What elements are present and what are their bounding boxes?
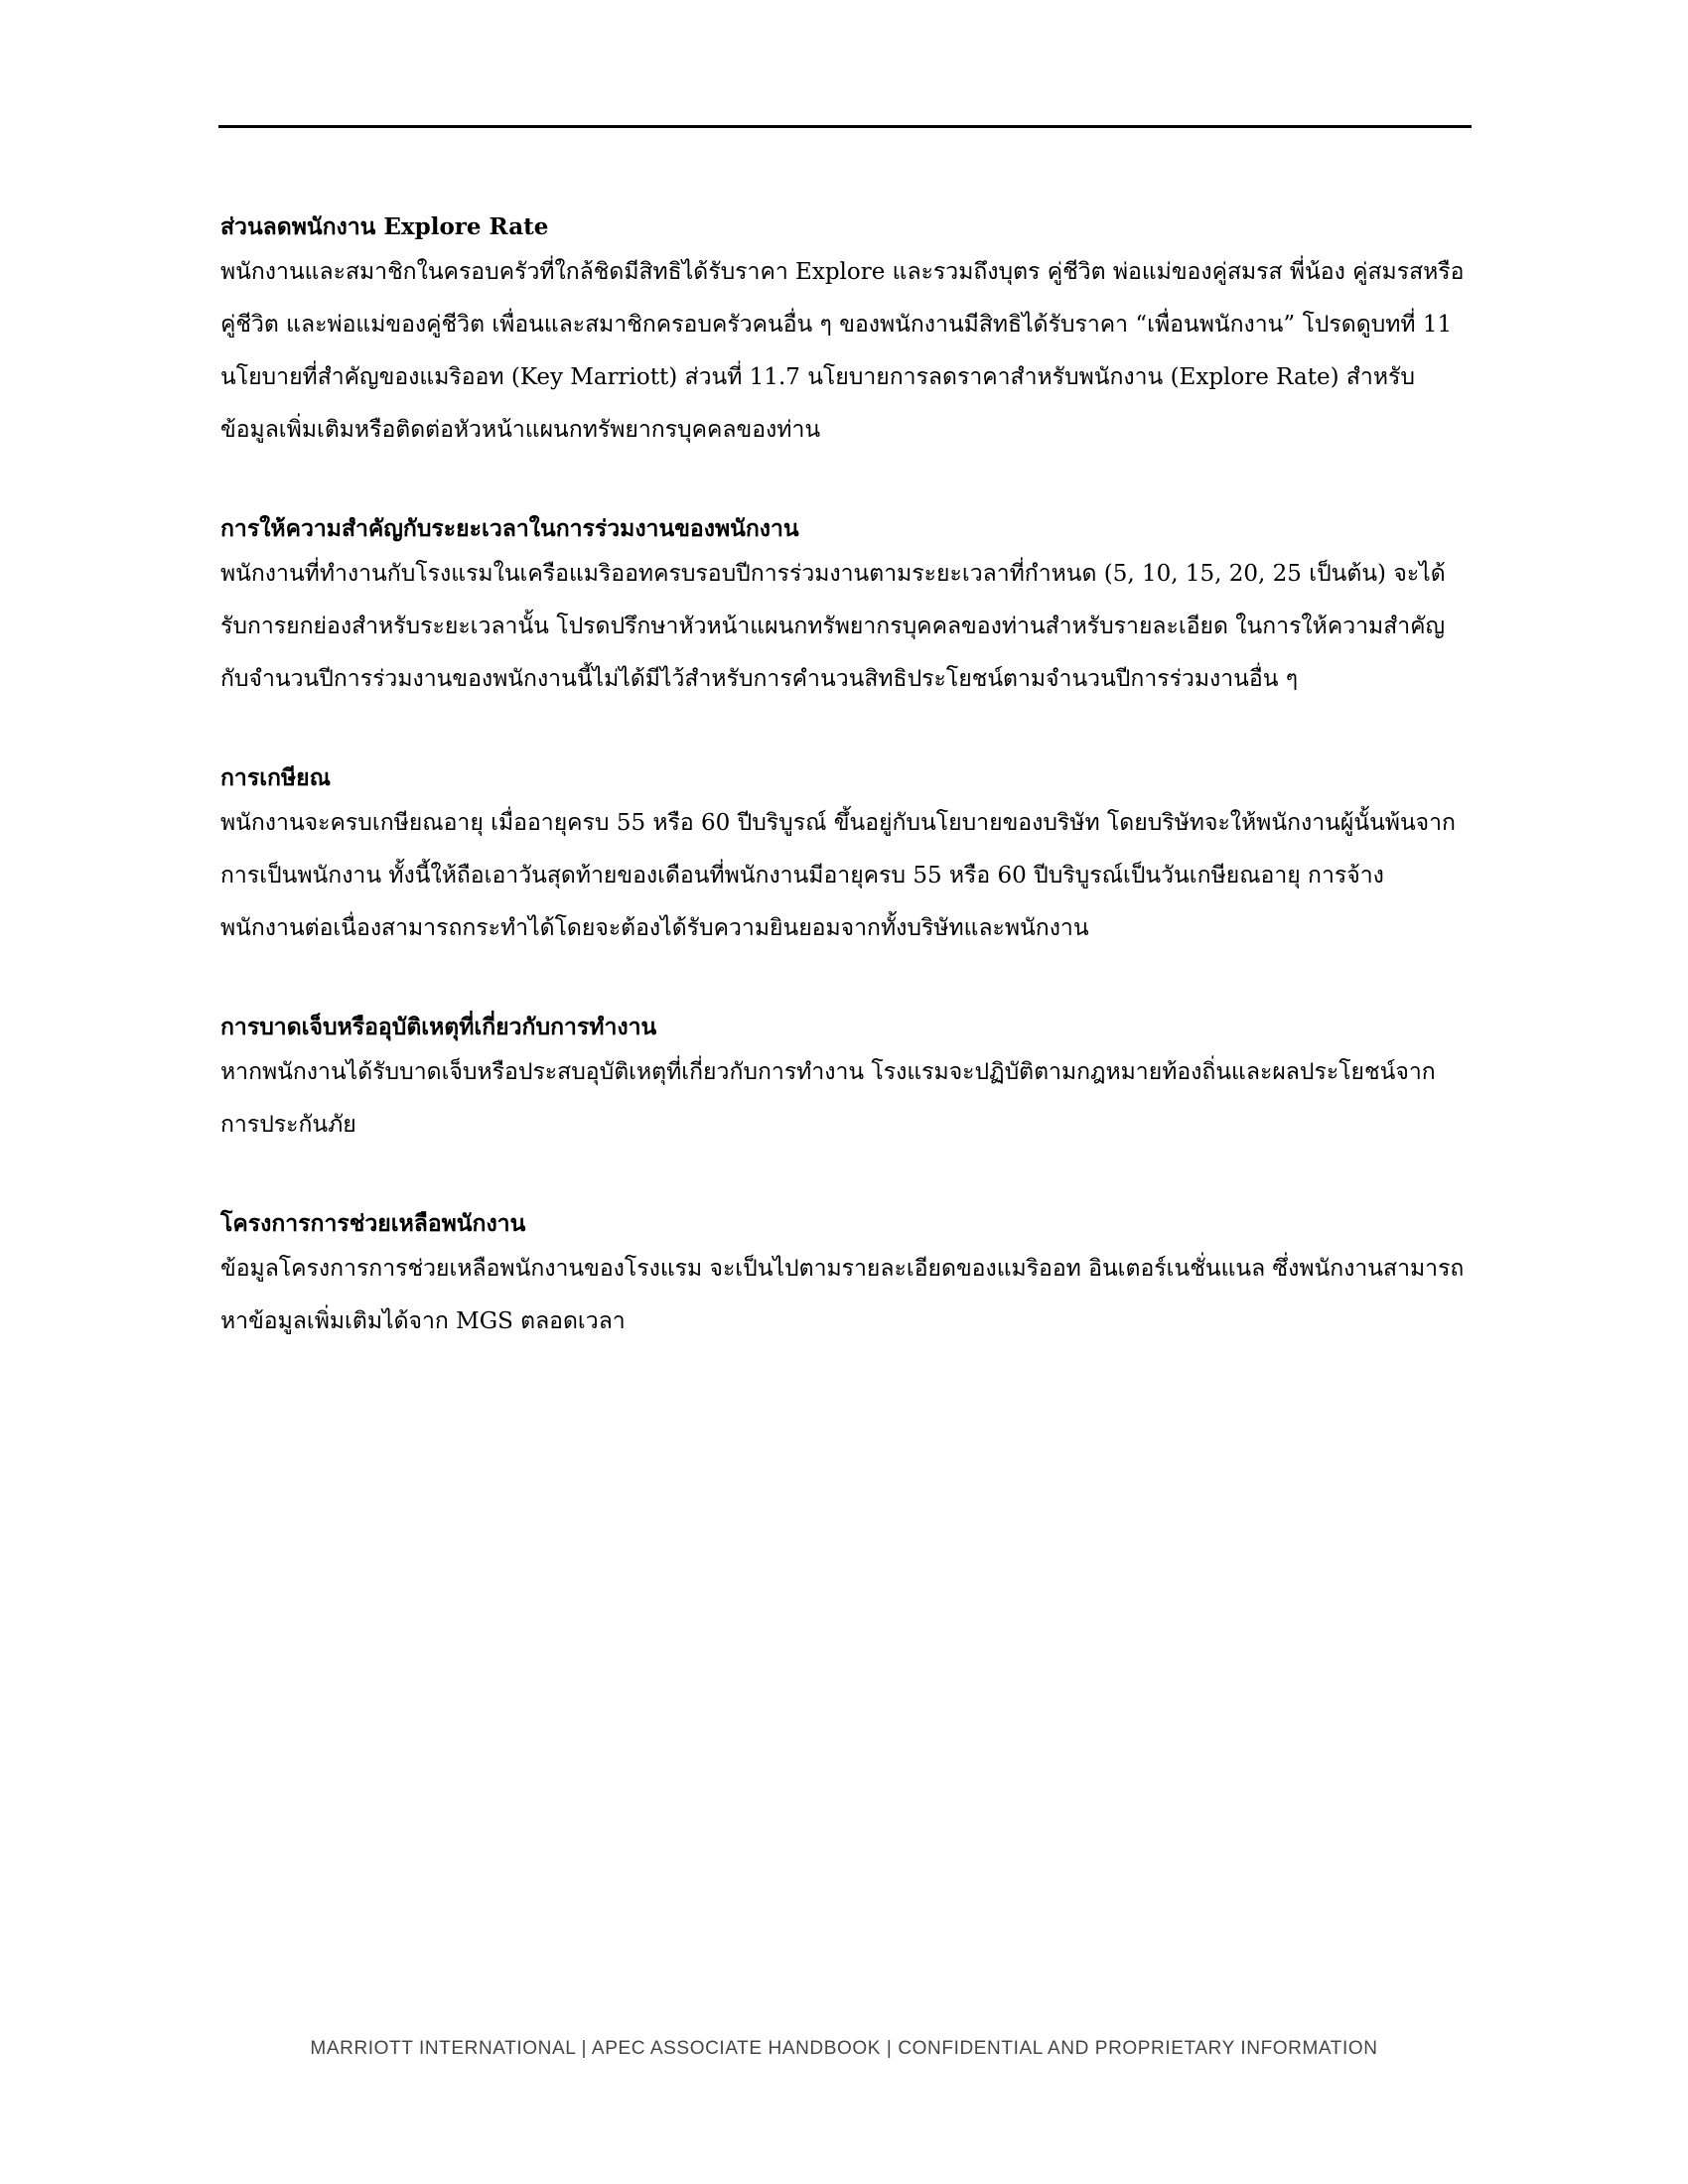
page-footer: MARRIOTT INTERNATIONAL | APEC ASSOCIATE HANDBOOK | CONFIDENTIAL AND PROPRIETARY INFORMATION: [310, 2038, 1378, 2059]
section-paragraph: พนักงานและสมาชิกในครอบครัวที่ใกล้ชิดมีสิทธิได้รับราคา Explore และรวมถึงบุตร คู่ชีวิต พ่อแม่ของคู่สมรส พี่น้อง คู่สมรสหรือคู่ชีวิต และพ่อแม่ของคู่ชีวิต เพื่อนและสมาชิกครอบครัวคนอื่น ๆ ของพนักงานมีสิทธิได้รับราคา “เพื่อนพนักงาน” โปรดดูบทที่ 11 นโยบายที่สำคัญของแมริออท (Key Marriott) ส่วนที่ 11.7 นโยบายการลดราคาสำหรับพนักงาน (Explore Rate) สำหรับข้อมูลเพิ่มเติมหรือติดต่อหัวหน้าแผนกทรัพยากรบุคคลของท่าน: [220, 259, 1465, 443]
section-heading: การบาดเจ็บหรืออุบัติเหตุที่เกี่ยวกับการทำงาน: [220, 1014, 657, 1040]
section-paragraph: หากพนักงานได้รับบาดเจ็บหรือประสบอุบัติเหตุที่เกี่ยวกับการทำงาน โรงแรมจะปฏิบัติตามกฎหมายท้องถิ่นและผลประโยชน์จากการประกันภัย: [220, 1059, 1436, 1138]
section-retirement: [220, 759, 1468, 955]
section-paragraph: พนักงานจะครบเกษียณอายุ เมื่ออายุครบ 55 หรือ 60 ปีบริบูรณ์ ขึ้นอยู่กับนโยบายของบริษัท โดยบริษัทจะให้พนักงานผู้นั้นพ้นจากการเป็นพนักงาน ทั้งนี้ให้ถือเอาวันสุดท้ายของเดือนที่พนักงานมีอายุครบ 55 หรือ 60 ปีบริบูรณ์เป็นวันเกษียณอายุ การจ้างพนักงานต่อเนื่องสามารถกระทำได้โดยจะต้องได้รับความยินยอมจากทั้งบริษัทและพนักงาน: [220, 810, 1456, 941]
section-explore-rate: [220, 208, 1468, 457]
section-service-recognition: [220, 510, 1468, 706]
header-rule: [218, 125, 1472, 128]
section-assistance-program: [220, 1205, 1468, 1348]
section-heading: การเกษียณ: [220, 764, 331, 791]
section-heading: การให้ความสำคัญกับระยะเวลาในการร่วมงานของพนักงาน: [220, 515, 799, 542]
section-paragraph: พนักงานที่ทำงานกับโรงแรมในเครือแมริออทครบรอบปีการร่วมงานตามระยะเวลาที่กำหนด (5, 10, 15, 20, 25 เป็นต้น) จะได้รับการยกย่องสำหรับระยะเวลานั้น โปรดปรึกษาหัวหน้าแผนกทรัพยากรบุคคลของท่านสำหรับรายละเอียด ในการให้ความสำคัญกับจำนวนปีการร่วมงานของพนักงานนี้ไม่ได้มีไว้สำหรับการคำนวนสิทธิประโยชน์ตามจำนวนปีการร่วมงานอื่น ๆ: [220, 561, 1446, 692]
section-paragraph: ข้อมูลโครงการการช่วยเหลือพนักงานของโรงแรม จะเป็นไปตามรายละเอียดของแมริออท อินเตอร์เนชั่นแนล ซึ่งพนักงานสามารถหาข้อมูลเพิ่มเติมได้จาก MGS ตลอดเวลา: [220, 1256, 1465, 1334]
section-heading: โครงการการช่วยเหลือพนักงาน: [220, 1210, 526, 1237]
section-heading: ส่วนลดพนักงาน Explore Rate: [220, 213, 549, 240]
section-work-injury: [220, 1009, 1468, 1152]
document-body: [220, 208, 1468, 1402]
